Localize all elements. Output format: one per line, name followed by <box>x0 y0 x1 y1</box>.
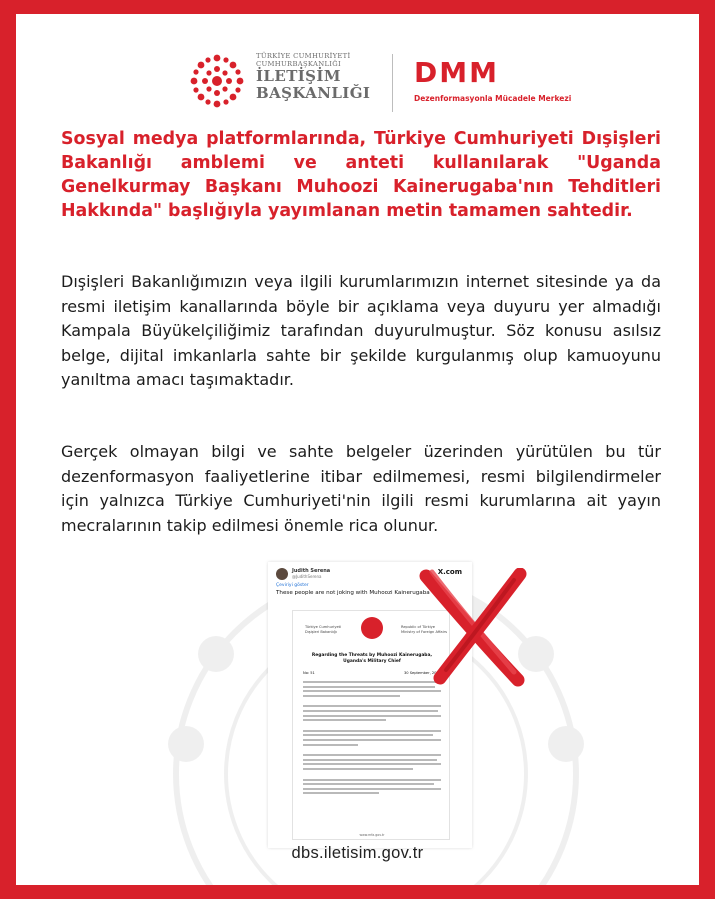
doc-right-header: Republic of Türkiye Ministry of Foreign Affairs <box>401 625 447 634</box>
doc-title: Regarding the Threats by Muhoozi Kainerugaba, Uganda's Military Chief <box>311 653 433 664</box>
doc-number: No: 51 <box>303 671 315 675</box>
fact-check-card <box>16 14 699 885</box>
red-x-icon <box>418 568 528 688</box>
doc-date: 30 September, 2024 <box>403 671 441 675</box>
doc-left-header: Türkiye Cumhuriyeti Dışişleri Bakanlığı <box>305 625 342 634</box>
crescent-star-icon <box>361 617 383 639</box>
platform-label: X.com <box>437 568 462 576</box>
doc-body-lines <box>303 681 441 797</box>
dmm-subtitle: Dezenformasyonla Mücadele Merkezi <box>414 94 572 103</box>
post-author: Judith Serena <box>292 568 331 574</box>
doc-footer: www.mfa.gov.tr <box>359 833 385 837</box>
logo-line-4: BAŞKANLIĞI <box>256 84 371 102</box>
post-text: These people are not joking with Muhoozi Kainerugaba <box>276 590 430 596</box>
logo-line-2: CUMHURBAŞKANLIĞI <box>256 60 341 68</box>
paragraph-1: Dışişleri Bakanlığımızın veya ilgili kurumlarımızın internet sitesinde ya da resmi iletişim kanallarında böyle bir açıklama veya duyuru yer almadığı Kampala Büyükelçiliğimiz tarafından duyurulmuştur. Söz konusu asılsız belge, dijital imkanlarla sahte bir şekilde kurgulanmış olup kamuoyunu yanıltma amacı taşımaktadır. <box>61 272 661 389</box>
paragraph-2: Gerçek olmayan bilgi ve sahte belgeler üzerinden yürütülen bu tür dezenformasyon faaliyetlerine itibar edilmemesi, resmi bilgilendirmeler için yalnızca Türkiye Cumhuriyeti'nin ilgili resmi kurumlarına ait yayın mecralarının takip edilmesi önemle rica olunur. <box>61 442 661 535</box>
logo-divider <box>392 54 393 112</box>
avatar <box>276 568 288 580</box>
header-logos <box>184 42 572 122</box>
footer-url: dbs.iletisim.gov.tr <box>291 844 424 862</box>
reply-tag: Çeviriyi göster <box>276 583 309 588</box>
iletisim-logo-text <box>256 52 370 102</box>
dmm-logo: DMM <box>414 56 499 89</box>
headline: Sosyal medya platformlarında, Türkiye Cumhuriyeti Dışişleri Bakanlığı amblemi ve anteti kullanılarak "Uganda Genelkurmay Başkanı Muhoozi Kainerugaba'nın Tehditleri Hakkında" başlığıyla yayımlanan metin tamamen sahtedir. <box>61 129 661 221</box>
logo-line-3: İLETİŞİM <box>256 67 341 85</box>
post-handle: @JudithSerena <box>292 574 322 579</box>
iletisim-emblem-icon <box>184 48 250 114</box>
logo-line-1: TÜRKİYE CUMHURİYETİ <box>256 52 351 60</box>
